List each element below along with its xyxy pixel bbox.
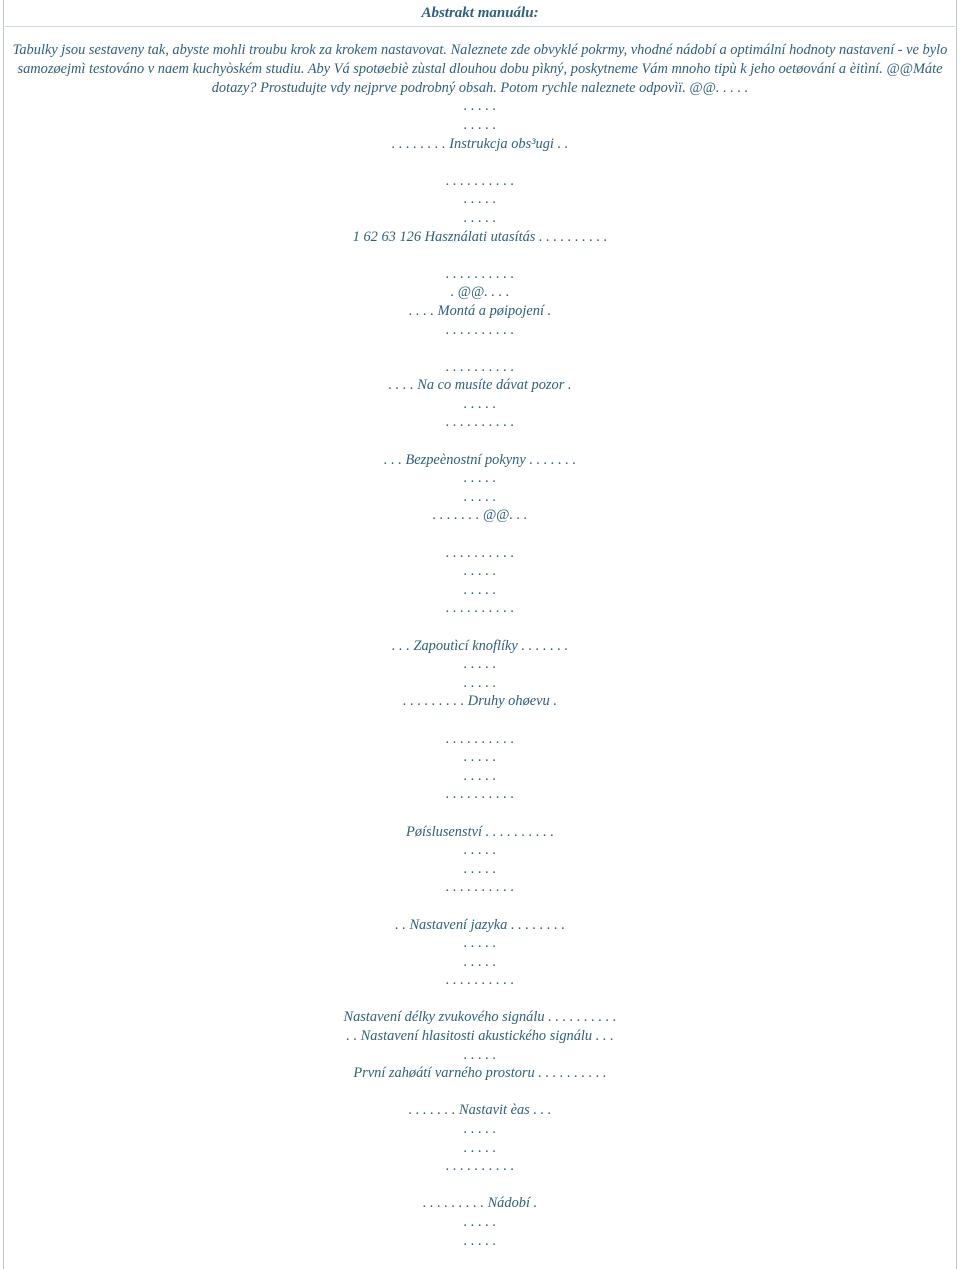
- toc-line: [4, 1176, 956, 1195]
- toc-line: . . . . .: [463, 1121, 497, 1138]
- toc-line: . . . . .: [463, 1046, 497, 1063]
- toc-line: . . . . .: [463, 191, 497, 208]
- toc-line: . . . . .: [463, 563, 497, 580]
- toc-line: . . Nastavení hlasitosti akustického signálu . . .: [346, 1028, 614, 1045]
- toc-line: . . . . .: [463, 935, 497, 952]
- toc-line: [4, 990, 956, 1009]
- toc-line: . . . . . . . . . Druhy ohøevu .: [403, 693, 557, 710]
- toc-line: [4, 711, 956, 730]
- toc-line: . . . Bezpeènostní pokyny . . . . . . .: [383, 451, 577, 468]
- toc-line: [4, 153, 956, 172]
- toc-line: 1 62 63 126 Használati utasítás . . . . . . . . . .: [352, 228, 608, 245]
- toc-line: [4, 339, 956, 358]
- toc-line: Nastavení délky zvukového signálu . . . . . . . . . .: [343, 1009, 617, 1026]
- toc-line: . . . . .: [463, 749, 497, 766]
- toc-line: [4, 1083, 956, 1102]
- intro-paragraph: Tabulky jsou sestaveny tak, abyste mohli troubu krok za krokem nastavovat. Naleznete zde obvyklé pokrmy, vhodné nádobí a optimální hodnoty nastavení - ve bylo samozøejmì testováno v naem kuchyòském studiu. Aby Vá spotøebiè zùstal dlouhou dobu pìkný, poskytneme Vám mnoho tipù k jeho oetøování a èitìní. @@Máte dotazy? Prostudujte vdy nejprve podrobný obsah. Potom rychle naleznete odpovìï. @@. . . . .: [12, 42, 948, 96]
- toc-line: . . . . .: [463, 656, 497, 673]
- toc-line: . . Nastavení jazyka . . . . . . . .: [395, 916, 565, 933]
- toc-line: . . . . . . . . . .: [445, 358, 515, 375]
- document-page: [3, 0, 957, 1269]
- toc-line: . . . . . . . . . .: [445, 972, 515, 989]
- toc-line: . . . . . . . . . .: [445, 172, 515, 189]
- toc-line: . . . . .: [463, 1139, 497, 1156]
- toc-line: . . . . .: [463, 1232, 497, 1249]
- toc-line: . . . . . . . . . .: [445, 600, 515, 617]
- toc-line: [4, 432, 956, 451]
- toc-line: [4, 525, 956, 544]
- toc-line: . . . . .: [463, 953, 497, 970]
- table-of-contents: [4, 97, 956, 1250]
- toc-line: . . . . .: [463, 674, 497, 691]
- page-title: Abstrakt manuálu:: [5, 0, 955, 27]
- toc-line: . . . . .: [463, 209, 497, 226]
- toc-line: . . . . . . . Nastavit èas . . .: [408, 1102, 552, 1119]
- toc-line: . . . . . . . . . .: [445, 879, 515, 896]
- toc-line: . . . . .: [463, 470, 497, 487]
- toc-line: . . . . .: [463, 116, 497, 133]
- toc-line: . . . . . . . . . .: [445, 414, 515, 431]
- toc-line: . . . . . . . . . .: [445, 265, 515, 282]
- toc-line: [4, 897, 956, 916]
- toc-line: [4, 618, 956, 637]
- toc-line: . . . . .: [463, 842, 497, 859]
- toc-line: . . . Zapoutìcí knoflíky . . . . . . .: [391, 637, 569, 654]
- toc-line: [4, 246, 956, 265]
- toc-line: . @@. . . .: [450, 284, 510, 301]
- toc-line: . . . . Montá a pøipojení .: [408, 302, 552, 319]
- toc-line: . . . . .: [463, 488, 497, 505]
- toc-line: . . . . . . . . . .: [445, 321, 515, 338]
- toc-line: . . . . .: [463, 581, 497, 598]
- toc-line: . . . . .: [463, 767, 497, 784]
- toc-line: . . . . . . . . . .: [445, 730, 515, 747]
- toc-line: První zahøátí varného prostoru . . . . . . . . . .: [353, 1065, 607, 1082]
- toc-line: . . . . .: [463, 860, 497, 877]
- toc-line: . . . . Na co musíte dávat pozor .: [388, 377, 572, 394]
- toc-line: . . . . .: [463, 395, 497, 412]
- toc-line: . . . . . . . . . Nádobí .: [422, 1195, 538, 1212]
- toc-line: . . . . . . . @@. . .: [432, 507, 528, 524]
- toc-line: Pøíslusenství . . . . . . . . . .: [406, 823, 554, 840]
- toc-line: . . . . . . . . . .: [445, 1158, 515, 1175]
- toc-line: . . . . . . . . . .: [445, 544, 515, 561]
- toc-line: . . . . . . . . . .: [445, 786, 515, 803]
- toc-line: . . . . . . . . Instrukcja obs³ugi . .: [391, 135, 569, 152]
- toc-line: . . . . .: [463, 98, 497, 115]
- toc-line: [4, 804, 956, 823]
- toc-line: . . . . .: [463, 1214, 497, 1231]
